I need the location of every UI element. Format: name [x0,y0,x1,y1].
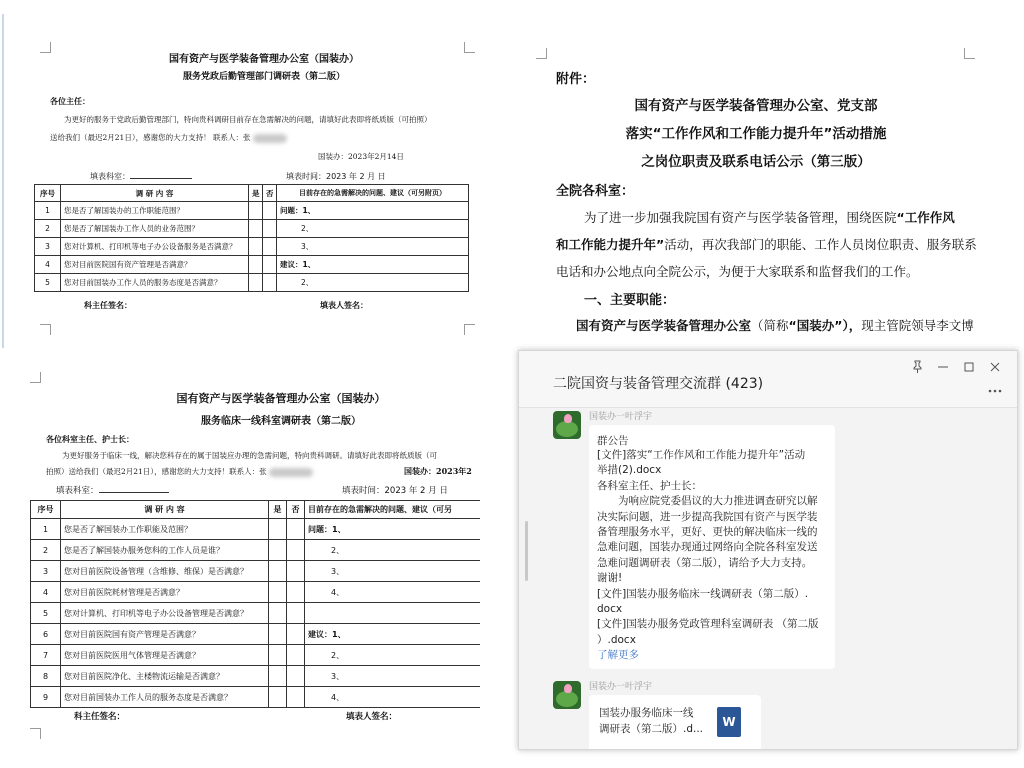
table-row: 5 您对计算机、打印机等电子办公设备管理是否满意？ [31,603,481,624]
intro-line-1: 为更好的服务于党政后勤管理部门，特向贵科调研目前存在急需解决的问题，请填好此表即将纸质版（可拍照） [64,115,432,124]
table-row: 9 您对目前国装办工作人员的服务态度是否满意？ 4、 [31,687,481,708]
table-row: 3 您对目前医院设备管理（含维修、维保）是否满意？ 3、 [31,561,481,582]
col-header: 调 研 内 容 [61,185,249,202]
word-file-icon: W [717,707,741,737]
survey-table [34,184,469,292]
table-row: 2 您是否了解国装办服务您科的工作人员是谁？ 2、 [31,540,481,561]
notice-document [498,14,1018,354]
corner-mark [30,728,41,739]
file-link[interactable]: [文件]落实“工作作风和工作能力提升年”活动 [597,449,806,461]
intro-line-2: 送给我们（最迟2月21日），感谢您的大力支持！ 联系人：张 [50,132,287,143]
notice-title-1: 国有资产与医学装备管理办公室、党支部 [634,98,878,114]
col-header: 否 [263,185,277,202]
table-row: 5 您对目前国装办工作人员的服务态度是否满意？ 2、 [35,274,469,292]
attachment-label: 附件： [556,72,596,87]
file-message-card[interactable] [589,695,761,750]
sign-filler: 填表人签名： [346,712,398,722]
file-link[interactable]: ）.docx [597,633,636,646]
learn-more-link[interactable]: 了解更多 [597,649,639,662]
fill-time: 填表时间：2023 年 2 月 日 [342,486,448,496]
corner-mark [464,324,475,335]
sender-name: 国装办一叶浮宇 [589,682,653,692]
notice-paragraph-1b: 和工作能力提升年”活动，再次我部门的职能、工作人员岗位职责、服务联系 [556,237,977,252]
doc-subtitle: 服务党政后勤管理部门调研表（第二版） [182,72,345,82]
survey-document-clinical [2,364,480,754]
file-link[interactable]: 举措(2).docx [597,464,662,477]
survey-document-admin [2,14,478,348]
redacted-phone [269,468,313,477]
corner-mark [40,324,51,335]
maximize-icon[interactable] [961,359,977,375]
notice-paragraph-1c: 电话和办公地点向全院公示，为便于大家联系和监督我们的工作。 [556,264,919,279]
notice-paragraph-2: 国有资产与医学装备管理办公室（简称“国装办”），现主管院领导李文博 [576,318,974,333]
table-row: 8 您对目前医院净化、主楼物流运输是否满意？ 3、 [31,666,481,687]
message-line: 谢谢! [597,572,623,585]
table-row: 1 您是否了解国装办工作职能及范围？ 问题：1、 [31,519,481,540]
file-name-line: 国装办服务临床一线 [599,707,694,719]
group-chat-window[interactable] [518,350,1018,750]
avatar[interactable] [553,681,581,709]
notice-paragraph-1: 为了进一步加强我院国有资产与医学装备管理，围绕医院“工作作风 [584,210,955,225]
message-text [597,448,833,664]
more-icon[interactable] [987,381,1003,391]
message-line: 备管理服务水平，更好、更快的解决临床一线的 [597,526,818,539]
greeting: 各位科室主任、护士长： [46,434,134,444]
doc-subtitle: 服务临床一线科室调研表（第二版） [201,416,361,427]
section-heading-1: 一、主要职能： [584,293,676,308]
sender-name: 国装办一叶浮宇 [589,412,653,422]
sign-head: 科主任签名： [74,712,126,722]
table-row: 4 您对目前医院耗材管理是否满意？ 4、 [31,582,481,603]
doc-title: 国有资产与医学装备管理办公室（国装办） [169,54,359,65]
table-row: 7 您对目前医院医用气体管理是否满意？ 2、 [31,645,481,666]
col-header: 调 研 内 容 [61,501,269,519]
table-row: 3 您对计算机、打印机等电子办公设备服务是否满意？ 3、 [35,238,469,256]
sign-filler: 填表人签名： [320,301,368,310]
message-line: 为响应院党委倡议的大力推进调查研究以解 [597,495,818,508]
announcement-label: 群公告 [597,435,629,447]
scrollbar[interactable] [525,521,528,581]
table-row: 1 您是否了解国装办的工作职能范围？ 问题：1、 [35,202,469,220]
table-row: 4 您对目前医院国有资产管理是否满意？ 建议：1、 [35,256,469,274]
message-line: 决实际问题，进一步提高我院国有资产与医学装 [597,510,818,523]
message-line: 急难问题，国装办现通过网络向全院各科室发送 [597,541,818,554]
corner-mark [964,48,975,59]
intro-line-2: 拍照）送给我们（最迟2月21日），感谢您的大力支持！联系人：张 [46,466,313,477]
file-link[interactable]: [文件]国装办服务临床一线调研表（第二版）. [597,587,809,600]
intro-line-1: 为更好服务于临床一线，解决您科存在的属于国装应办理的急需问题，特向贵科调研。请填好此表即将纸质版（可 [62,451,437,460]
col-header: 是 [249,185,263,202]
avatar[interactable] [553,411,581,439]
survey-table [30,500,480,708]
table-row: 2 您是否了解国装办工作人员的业务范围？ 2、 [35,220,469,238]
doc-title: 国有资产与医学装备管理办公室（国装办） [176,392,386,405]
message-line: 各科室主任、护士长： [597,479,702,492]
corner-mark [536,48,547,59]
message-line: 急难问题调研表（第二版），请给予大力支持。 [597,556,813,569]
message-bubble[interactable] [589,425,835,669]
file-link[interactable]: docx [597,603,623,616]
greeting: 各位主任： [50,96,90,106]
table-row: 6 您对目前医院国有资产管理是否满意？ 建议：1、 [31,624,481,645]
fill-dept: 填表科室： [90,171,192,182]
chat-title[interactable]: 二院国资与装备管理交流群 (423) [553,376,764,392]
col-header: 是 [269,501,287,519]
sign-head: 科主任签名： [84,301,132,310]
fill-time: 填表时间：2023 年 2 月 日 [286,172,386,181]
redacted-phone [253,134,287,143]
col-header: 序号 [35,185,61,202]
pin-icon[interactable] [909,359,925,375]
minimize-icon[interactable] [935,359,951,375]
notice-greeting: 全院各科室： [556,184,635,199]
notice-title-2: 落实“工作作风和工作能力提升年”活动措施 [625,126,887,142]
file-link[interactable]: [文件]国装办服务党政管理科室调研表 （第二版 [597,618,819,631]
date-line: 国装办：2023年2 [404,466,472,476]
corner-mark [30,372,41,383]
chat-header [519,351,1017,408]
fill-dept: 填表科室： [56,484,169,496]
col-header: 目前存在的急需解决的问题、建议（可另附页） [277,185,469,202]
table-header-row [31,501,481,519]
col-header: 目前存在的急需解决的问题、建议（可另 [305,501,481,519]
col-header: 序号 [31,501,61,519]
col-header: 否 [287,501,305,519]
notice-title-3: 之岗位职责及联系电话公示（第三版） [641,154,871,170]
date-line: 国装办：2023年2月14日 [318,152,404,161]
close-icon[interactable] [987,359,1003,375]
table-header-row [35,185,469,202]
file-name-line: 调研表（第二版）.d... [599,723,704,735]
